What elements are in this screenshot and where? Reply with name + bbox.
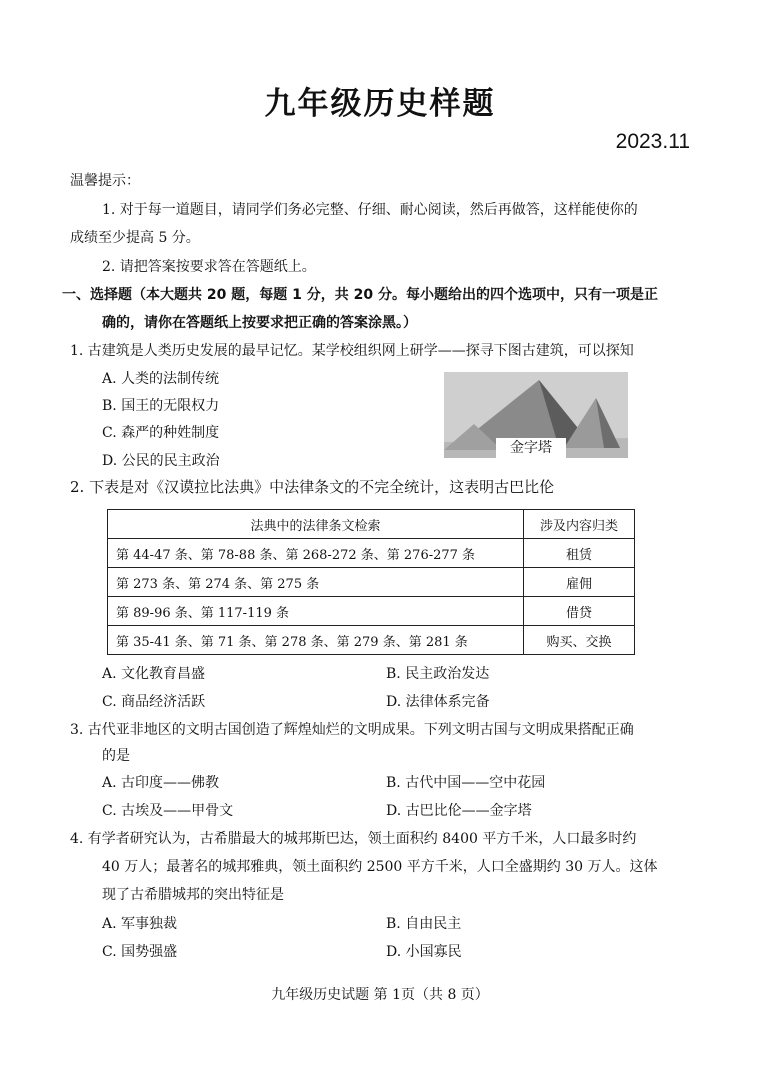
q4-option-a: A. 军事独裁: [102, 916, 178, 932]
section-1-heading-line-2: 确的，请你在答题纸上按要求把正确的答案涂黑。）: [102, 315, 417, 331]
table-cell: 第 273 条、第 274 条、第 275 条: [108, 568, 524, 597]
table-cell: 第 35-41 条、第 71 条、第 278 条、第 279 条、第 281 条: [108, 626, 524, 655]
table-row: [108, 539, 635, 568]
table-cell: 第 44-47 条、第 78-88 条、第 268-272 条、第 276-277 条: [108, 539, 524, 568]
q3-stem: 3. 古代亚非地区的文明古国创造了辉煌灿烂的文明成果。下列文明古国与文明成果搭配正确: [70, 722, 634, 738]
q3-option-b: B. 古代中国——空中花园: [386, 775, 546, 791]
exam-date: 2023.11: [615, 130, 690, 153]
tips-heading: 温馨提示：: [70, 173, 140, 189]
pyramid-image-label: 金字塔: [496, 438, 566, 458]
q1-option-a: A. 人类的法制传统: [102, 371, 220, 387]
q2-option-c: C. 商品经济活跃: [102, 694, 206, 710]
page-title: 九年级历史样题: [264, 86, 496, 122]
table-cell: 购买、交换: [524, 626, 635, 655]
section-1-heading: 一、选择题（本大题共 20 题，每题 1 分，共 20 分。每小题给出的四个选项中，只有一项是正: [62, 287, 658, 303]
pyramid-image: [444, 372, 628, 458]
tips-item-2: 2. 请把答案按要求答在答题纸上。: [102, 259, 316, 275]
q4-stem-line-2: 40 万人；最著名的城邦雅典，领土面积约 2500 平方千米，人口全盛期约 30 万人。这体: [102, 859, 658, 875]
q1-option-d: D. 公民的民主政治: [102, 453, 220, 469]
tips-item-1-line-2: 成绩至少提高 5 分。: [70, 230, 200, 246]
q3-option-c: C. 古埃及——甲骨文: [102, 803, 234, 819]
law-statistics-table: [107, 509, 635, 655]
q4-stem-line-3: 现了古希腊城邦的突出特征是: [102, 887, 284, 903]
table-header-cell: 涉及内容归类: [524, 510, 635, 539]
page-footer: 九年级历史试题 第 1页（共 8 页）: [271, 987, 489, 1003]
q2-option-b: B. 民主政治发达: [386, 666, 490, 682]
tips-item-1-line-1: 1. 对于每一道题目，请同学们务必完整、仔细、耐心阅读，然后再做答，这样能使你的: [102, 202, 638, 218]
q4-option-c: C. 国势强盛: [102, 944, 178, 960]
table-row: [108, 597, 635, 626]
table-cell: 租赁: [524, 539, 635, 568]
q1-stem: 1. 古建筑是人类历史发展的最早记忆。某学校组织网上研学——探寻下图古建筑，可以探知: [70, 343, 634, 359]
table-header-cell: 法典中的法律条文检索: [108, 510, 524, 539]
q4-stem: 4. 有学者研究认为，古希腊最大的城邦斯巴达，领土面积约 8400 平方千米，人口最多时约: [70, 831, 637, 847]
table-cell: 雇佣: [524, 568, 635, 597]
q2-option-d: D. 法律体系完备: [386, 694, 490, 710]
table-cell: 第 89-96 条、第 117-119 条: [108, 597, 524, 626]
q1-option-b: B. 国王的无限权力: [102, 398, 220, 414]
table-header-row: [108, 510, 635, 539]
q4-option-d: D. 小国寡民: [386, 944, 462, 960]
table-row: [108, 626, 635, 655]
q1-option-c: C. 森严的种姓制度: [102, 425, 220, 441]
q3-option-d: D. 古巴比伦——金字塔: [386, 803, 532, 819]
q2-option-a: A. 文化教育昌盛: [102, 666, 206, 682]
table-row: [108, 568, 635, 597]
q2-stem: 2. 下表是对《汉谟拉比法典》中法律条文的不完全统计，这表明古巴比伦: [70, 478, 555, 496]
q3-option-a: A. 古印度——佛教: [102, 775, 220, 791]
q3-stem-line-2: 的是: [102, 748, 130, 764]
q4-option-b: B. 自由民主: [386, 916, 462, 932]
table-cell: 借贷: [524, 597, 635, 626]
